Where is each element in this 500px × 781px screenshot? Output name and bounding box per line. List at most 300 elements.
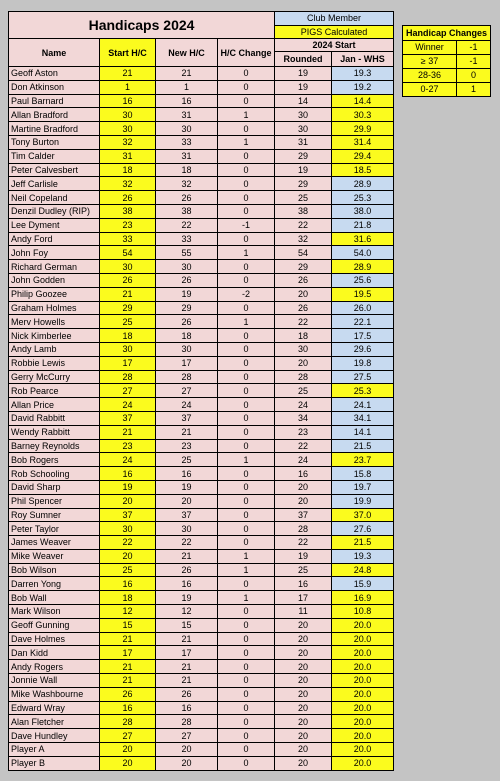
table-row [9,273,394,287]
rounded: 14 [275,94,332,108]
start-hc: 20 [100,743,156,757]
jan-whs: 20.0 [332,632,394,646]
handicap-change-label: 0-27 [403,83,457,97]
player-name: Peter Taylor [9,522,100,536]
jan-whs: 20.0 [332,701,394,715]
player-name: John Godden [9,273,100,287]
table-row [9,674,394,688]
jan-whs: 28.9 [332,177,394,191]
new-hc: 1 [156,80,218,94]
jan-whs: 10.8 [332,605,394,619]
player-name: Andy Ford [9,232,100,246]
new-hc: 33 [156,135,218,149]
club-member-legend: Club Member [275,12,394,26]
rounded: 22 [275,218,332,232]
start-hc: 26 [100,687,156,701]
jan-whs: 27.5 [332,370,394,384]
rounded: 37 [275,508,332,522]
start-hc: 37 [100,508,156,522]
player-name: Jeff Carlisle [9,177,100,191]
start-hc: 21 [100,632,156,646]
hc-change: 0 [218,494,275,508]
new-hc: 21 [156,549,218,563]
table-row [9,315,394,329]
start-hc: 12 [100,605,156,619]
table-row [9,398,394,412]
rounded: 20 [275,743,332,757]
start-hc: 28 [100,715,156,729]
new-hc: 27 [156,729,218,743]
start-hc: 25 [100,315,156,329]
rounded: 22 [275,536,332,550]
player-name: Bob Rogers [9,453,100,467]
player-name: Player A [9,743,100,757]
column-header-jan-whs: Jan - WHS [332,52,394,67]
jan-whs: 20.0 [332,618,394,632]
hc-change: 0 [218,715,275,729]
player-name: Tim Calder [9,149,100,163]
handicap-change-value: -1 [457,41,491,55]
start-hc: 22 [100,536,156,550]
player-name: Gerry McCurry [9,370,100,384]
handicap-change-value: 0 [457,69,491,83]
rounded: 28 [275,370,332,384]
hc-change: 0 [218,411,275,425]
player-name: Richard German [9,260,100,274]
hc-change: 0 [218,67,275,81]
hc-change: 0 [218,439,275,453]
handicap-change-row [403,69,491,83]
table-row [9,687,394,701]
start-hc: 24 [100,453,156,467]
player-name: Paul Barnard [9,94,100,108]
jan-whs: 23.7 [332,453,394,467]
new-hc: 16 [156,467,218,481]
hc-change: 0 [218,177,275,191]
jan-whs: 54.0 [332,246,394,260]
table-row [9,356,394,370]
new-hc: 29 [156,301,218,315]
jan-whs: 24.8 [332,563,394,577]
start-hc: 30 [100,260,156,274]
player-name: Rob Pearce [9,384,100,398]
player-name: Mike Weaver [9,549,100,563]
jan-whs: 14.4 [332,94,394,108]
table-row [9,480,394,494]
handicap-change-label: ≥ 37 [403,55,457,69]
player-name: Dave Hundley [9,729,100,743]
hc-change: -1 [218,218,275,232]
hc-change: 0 [218,149,275,163]
table-row [9,646,394,660]
new-hc: 20 [156,494,218,508]
handicap-changes-title-row [403,26,491,41]
player-name: Dave Holmes [9,632,100,646]
rounded: 25 [275,563,332,577]
jan-whs: 20.0 [332,743,394,757]
hc-change: -2 [218,287,275,301]
rounded: 19 [275,80,332,94]
new-hc: 31 [156,149,218,163]
table-row [9,149,394,163]
player-name: Rob Schooling [9,467,100,481]
table-row [9,605,394,619]
start-hc: 38 [100,204,156,218]
player-name: Denzil Dudley (RIP) [9,204,100,218]
new-hc: 27 [156,384,218,398]
table-row [9,467,394,481]
table-row [9,577,394,591]
rounded: 18 [275,329,332,343]
rounded: 20 [275,480,332,494]
table-row [9,453,394,467]
new-hc: 20 [156,743,218,757]
table-row [9,135,394,149]
player-name: Lee Dyment [9,218,100,232]
hc-change: 0 [218,370,275,384]
start-hc: 28 [100,370,156,384]
new-hc: 16 [156,94,218,108]
table-row [9,301,394,315]
jan-whs: 20.0 [332,674,394,688]
handicap-changes-table [402,25,491,97]
table-row [9,439,394,453]
table-row [9,536,394,550]
rounded: 23 [275,425,332,439]
rounded: 19 [275,549,332,563]
new-hc: 26 [156,315,218,329]
start-hc: 32 [100,177,156,191]
new-hc: 19 [156,287,218,301]
hc-change: 1 [218,135,275,149]
player-name: Darren Yong [9,577,100,591]
rounded: 38 [275,204,332,218]
rounded: 20 [275,756,332,770]
table-row [9,701,394,715]
jan-whs: 29.4 [332,149,394,163]
table-row [9,163,394,177]
table-row [9,329,394,343]
handicap-change-row [403,41,491,55]
start-hc: 21 [100,660,156,674]
table-row [9,232,394,246]
rounded: 20 [275,646,332,660]
new-hc: 37 [156,508,218,522]
player-name: Alan Fletcher [9,715,100,729]
start-hc: 30 [100,342,156,356]
rounded: 16 [275,467,332,481]
player-name: Phil Spencer [9,494,100,508]
rounded: 30 [275,108,332,122]
player-name: Edward Wray [9,701,100,715]
jan-whs: 21.8 [332,218,394,232]
hc-change: 0 [218,605,275,619]
table-row [9,632,394,646]
player-name: Allan Price [9,398,100,412]
rounded: 11 [275,605,332,619]
hc-change: 0 [218,260,275,274]
hc-change: 1 [218,315,275,329]
new-hc: 28 [156,715,218,729]
handicaps-table [8,11,394,771]
table-row [9,563,394,577]
jan-whs: 22.1 [332,315,394,329]
new-hc: 16 [156,701,218,715]
player-name: Graham Holmes [9,301,100,315]
jan-whs: 19.3 [332,67,394,81]
new-hc: 26 [156,687,218,701]
player-name: Jonnie Wall [9,674,100,688]
rounded: 20 [275,701,332,715]
hc-change: 0 [218,522,275,536]
rounded: 29 [275,149,332,163]
rounded: 22 [275,439,332,453]
start-hc: 54 [100,246,156,260]
start-hc: 23 [100,439,156,453]
new-hc: 17 [156,646,218,660]
jan-whs: 29.9 [332,122,394,136]
table-row [9,591,394,605]
hc-change: 0 [218,329,275,343]
hc-change: 1 [218,246,275,260]
start-hc: 25 [100,563,156,577]
hc-change: 0 [218,508,275,522]
jan-whs: 37.0 [332,508,394,522]
player-name: David Sharp [9,480,100,494]
hc-change: 0 [218,467,275,481]
jan-whs: 20.0 [332,646,394,660]
start-hc: 1 [100,80,156,94]
table-row [9,177,394,191]
new-hc: 19 [156,480,218,494]
player-name: Bob Wilson [9,563,100,577]
jan-whs: 25.3 [332,191,394,205]
player-name: Roy Sumner [9,508,100,522]
player-name: Mark Wilson [9,605,100,619]
start-hc: 24 [100,398,156,412]
new-hc: 21 [156,660,218,674]
player-name: Neil Copeland [9,191,100,205]
jan-whs: 31.6 [332,232,394,246]
rounded: 24 [275,453,332,467]
start-hc: 20 [100,494,156,508]
jan-whs: 21.5 [332,439,394,453]
table-row [9,425,394,439]
table-row [9,260,394,274]
table-row [9,715,394,729]
hc-change: 0 [218,232,275,246]
start-hc: 15 [100,618,156,632]
new-hc: 30 [156,260,218,274]
hc-change: 0 [218,398,275,412]
new-hc: 25 [156,453,218,467]
start-hc: 21 [100,674,156,688]
new-hc: 12 [156,605,218,619]
rounded: 25 [275,191,332,205]
player-name: Andy Lamb [9,342,100,356]
table-row [9,549,394,563]
table-row [9,411,394,425]
new-hc: 19 [156,591,218,605]
hc-change: 1 [218,563,275,577]
start-hc: 33 [100,232,156,246]
jan-whs: 25.6 [332,273,394,287]
jan-whs: 15.8 [332,467,394,481]
hc-change: 0 [218,701,275,715]
hc-change: 0 [218,577,275,591]
table-row [9,342,394,356]
new-hc: 21 [156,67,218,81]
hc-change: 0 [218,632,275,646]
table-row [9,287,394,301]
player-name: Nick Kimberlee [9,329,100,343]
new-hc: 15 [156,618,218,632]
jan-whs: 26.0 [332,301,394,315]
jan-whs: 20.0 [332,660,394,674]
jan-whs: 38.0 [332,204,394,218]
table-row [9,94,394,108]
player-name: Geoff Gunning [9,618,100,632]
rounded: 54 [275,246,332,260]
rounded: 19 [275,163,332,177]
jan-whs: 27.6 [332,522,394,536]
table-row [9,67,394,81]
handicap-change-row [403,55,491,69]
pigs-calculated-legend: PIGS Calculated [275,25,394,39]
start-hc: 30 [100,108,156,122]
player-name: Bob Wall [9,591,100,605]
player-name: Andy Rogers [9,660,100,674]
new-hc: 20 [156,756,218,770]
rounded: 29 [275,260,332,274]
column-header-rounded: Rounded [275,52,332,67]
hc-change: 0 [218,536,275,550]
jan-whs: 16.9 [332,591,394,605]
rounded: 26 [275,273,332,287]
hc-change: 0 [218,122,275,136]
jan-whs: 29.6 [332,342,394,356]
player-name: Robbie Lewis [9,356,100,370]
new-hc: 30 [156,522,218,536]
table-row [9,660,394,674]
new-hc: 21 [156,425,218,439]
new-hc: 24 [156,398,218,412]
table-row [9,204,394,218]
player-name: Philip Goozee [9,287,100,301]
handicap-change-value: -1 [457,55,491,69]
jan-whs: 31.4 [332,135,394,149]
rounded: 20 [275,618,332,632]
start-hc: 30 [100,122,156,136]
jan-whs: 14.1 [332,425,394,439]
start-hc: 21 [100,67,156,81]
jan-whs: 19.7 [332,480,394,494]
hc-change: 0 [218,480,275,494]
header-row [9,39,394,52]
new-hc: 32 [156,177,218,191]
rounded: 20 [275,674,332,688]
player-name: Martine Bradford [9,122,100,136]
hc-change: 0 [218,425,275,439]
new-hc: 30 [156,342,218,356]
rounded: 17 [275,591,332,605]
start-hc: 19 [100,480,156,494]
new-hc: 26 [156,563,218,577]
hc-change: 0 [218,342,275,356]
rounded: 20 [275,494,332,508]
start-hc: 27 [100,729,156,743]
page-title: Handicaps 2024 [9,12,275,39]
hc-change: 0 [218,80,275,94]
rounded: 28 [275,522,332,536]
new-hc: 37 [156,411,218,425]
jan-whs: 19.3 [332,549,394,563]
start-hc: 18 [100,163,156,177]
hc-change: 0 [218,660,275,674]
player-name: Tony Burton [9,135,100,149]
rounded: 26 [275,301,332,315]
jan-whs: 20.0 [332,729,394,743]
handicap-changes-title: Handicap Changes [403,26,491,41]
hc-change: 0 [218,756,275,770]
rounded: 24 [275,398,332,412]
jan-whs: 25.3 [332,384,394,398]
jan-whs: 18.5 [332,163,394,177]
start-hc: 17 [100,356,156,370]
jan-whs: 28.9 [332,260,394,274]
player-name: Mike Washbourne [9,687,100,701]
start-hc: 27 [100,384,156,398]
new-hc: 21 [156,674,218,688]
rounded: 20 [275,729,332,743]
start-hc: 26 [100,273,156,287]
start-hc: 17 [100,646,156,660]
handicap-change-row [403,83,491,97]
hc-change: 0 [218,356,275,370]
start-hc: 20 [100,756,156,770]
rounded: 20 [275,632,332,646]
start-hc: 29 [100,301,156,315]
table-row [9,756,394,770]
new-hc: 22 [156,218,218,232]
table-row [9,618,394,632]
start-2024-header: 2024 Start [275,39,394,52]
new-hc: 16 [156,577,218,591]
hc-change: 1 [218,591,275,605]
player-name: Don Atkinson [9,80,100,94]
table-row [9,522,394,536]
rounded: 20 [275,715,332,729]
start-hc: 30 [100,522,156,536]
player-name: Merv Howells [9,315,100,329]
player-name: Geoff Aston [9,67,100,81]
start-hc: 16 [100,577,156,591]
hc-change: 0 [218,163,275,177]
table-row [9,508,394,522]
jan-whs: 19.9 [332,494,394,508]
table-row [9,384,394,398]
rounded: 16 [275,577,332,591]
new-hc: 38 [156,204,218,218]
new-hc: 30 [156,122,218,136]
new-hc: 26 [156,273,218,287]
jan-whs: 20.0 [332,756,394,770]
new-hc: 31 [156,108,218,122]
player-name: Barney Reynolds [9,439,100,453]
rounded: 29 [275,177,332,191]
handicap-change-label: Winner [403,41,457,55]
start-hc: 16 [100,94,156,108]
